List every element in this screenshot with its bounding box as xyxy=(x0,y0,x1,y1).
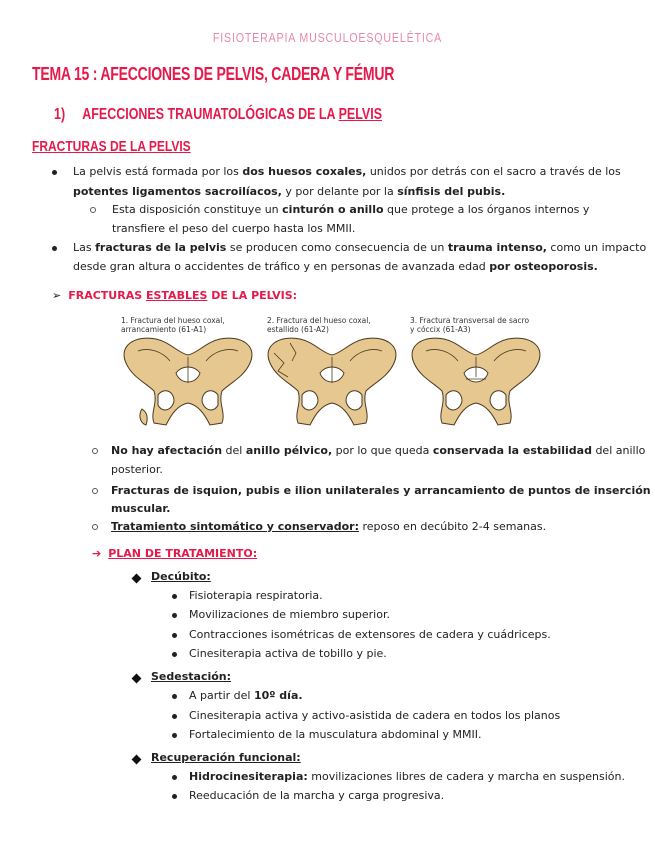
bullet-circle xyxy=(92,524,98,530)
sedestacion-item: Fortalecimiento de la musculatura abdominal y MMII. xyxy=(189,728,482,741)
recuperacion-title: Recuperación funcional: xyxy=(151,751,301,764)
stable-point-1-line2: posterior. xyxy=(111,463,163,476)
figure-caption-1: 1. Fractura del hueso coxal, arrancamiento (61-A1) xyxy=(121,316,225,334)
page-header: FISIOTERAPIA MUSCULOESQUELÉTICA xyxy=(212,30,443,45)
paragraph-fractures-line1: Las fracturas de la pelvis se producen como consecuencia de un trauma intenso, como un impacto xyxy=(73,241,647,254)
bullet-circle xyxy=(90,207,96,213)
pelvis-figure-2 xyxy=(262,333,402,428)
decubito-title: Decúbito: xyxy=(151,570,211,583)
subsection-title: FRACTURAS DE LA PELVIS xyxy=(32,138,191,155)
arrow-right-icon: ➔ xyxy=(92,547,102,560)
decubito-item: Contracciones isométricas de extensores de cadera y cuádriceps. xyxy=(189,628,551,641)
bullet-dot xyxy=(172,694,177,699)
diamond-bullet xyxy=(132,674,142,684)
paragraph-pelvis-line1: La pelvis está formada por los dos huesos coxales, unidos por detrás con el sacro a través de los xyxy=(73,165,621,178)
decubito-item: Cinesiterapia activa de tobillo y pie. xyxy=(189,647,387,660)
paragraph-ring-line1: Esta disposición constituye un cinturón o anillo que protege a los órganos internos y xyxy=(112,203,590,216)
topic-title: TEMA 15 : AFECCIONES DE PELVIS, CADERA Y FÉMUR xyxy=(32,64,395,84)
sedestacion-item: A partir del 10º día. xyxy=(189,689,303,702)
bullet-dot xyxy=(172,594,177,599)
sedestacion-title: Sedestación: xyxy=(151,670,232,683)
diamond-bullet xyxy=(132,755,142,765)
stable-point-2-line2: muscular. xyxy=(111,502,171,515)
section-text: AFECCIONES TRAUMATOLÓGICAS DE LA xyxy=(82,106,336,123)
bullet-dot xyxy=(172,714,177,719)
recuperacion-item: Reeducación de la marcha y carga progresiva. xyxy=(189,789,445,802)
bullet-dot xyxy=(172,633,177,638)
paragraph-ring-line2: transfiere el peso del cuerpo hasta los MMII. xyxy=(112,222,356,235)
stable-fractures-heading: ➢ FRACTURAS ESTABLES DE LA PELVIS: xyxy=(52,289,298,302)
bullet-dot xyxy=(52,170,57,175)
bullet-circle xyxy=(92,488,98,494)
bullet-dot xyxy=(172,733,177,738)
bullet-dot xyxy=(172,794,177,799)
figure-caption-2: 2. Fractura del hueso coxal, estallido (61-A2) xyxy=(267,316,371,334)
bullet-dot xyxy=(172,613,177,618)
paragraph-pelvis-line2: potentes ligamentos sacroilíacos, y por delante por la sínfisis del pubis. xyxy=(73,185,506,198)
bullet-dot xyxy=(172,775,177,780)
section-underlined: PELVIS xyxy=(338,106,383,123)
section-title xyxy=(54,106,382,124)
bullet-dot xyxy=(52,246,57,251)
bullet-dot xyxy=(172,652,177,657)
recuperacion-item: Hidrocinesiterapia: movilizaciones libres de cadera y marcha en suspensión. xyxy=(189,770,625,783)
stable-point-1-line1: No hay afectación del anillo pélvico, por lo que queda conservada la estabilidad del anillo xyxy=(111,444,646,457)
figure-caption-3: 3. Fractura transversal de sacro y cóccix (61-A3) xyxy=(410,316,530,334)
diamond-bullet xyxy=(132,574,142,584)
stable-point-3: Tratamiento sintomático y conservador: reposo en decúbito 2-4 semanas. xyxy=(111,520,547,533)
stable-point-2-line1: Fracturas de isquion, pubis e ilion unilaterales y arrancamiento de puntos de inserción xyxy=(111,484,651,497)
pelvis-figure-1 xyxy=(118,333,258,428)
treatment-plan-heading: ➔ PLAN DE TRATAMIENTO: xyxy=(92,547,258,560)
decubito-item: Fisioterapia respiratoria. xyxy=(189,589,323,602)
sedestacion-item: Cinesiterapia activa y activo-asistida de cadera en todos los planos xyxy=(189,709,561,722)
pelvis-figure-3 xyxy=(406,333,546,428)
decubito-item: Movilizaciones de miembro superior. xyxy=(189,608,390,621)
arrow-icon: ➢ xyxy=(52,289,62,302)
section-number: 1) xyxy=(54,106,66,123)
paragraph-fractures-line2: desde gran altura o accidentes de tráfico y en personas de avanzada edad por osteoporosis. xyxy=(73,260,598,273)
bullet-circle xyxy=(92,448,98,454)
